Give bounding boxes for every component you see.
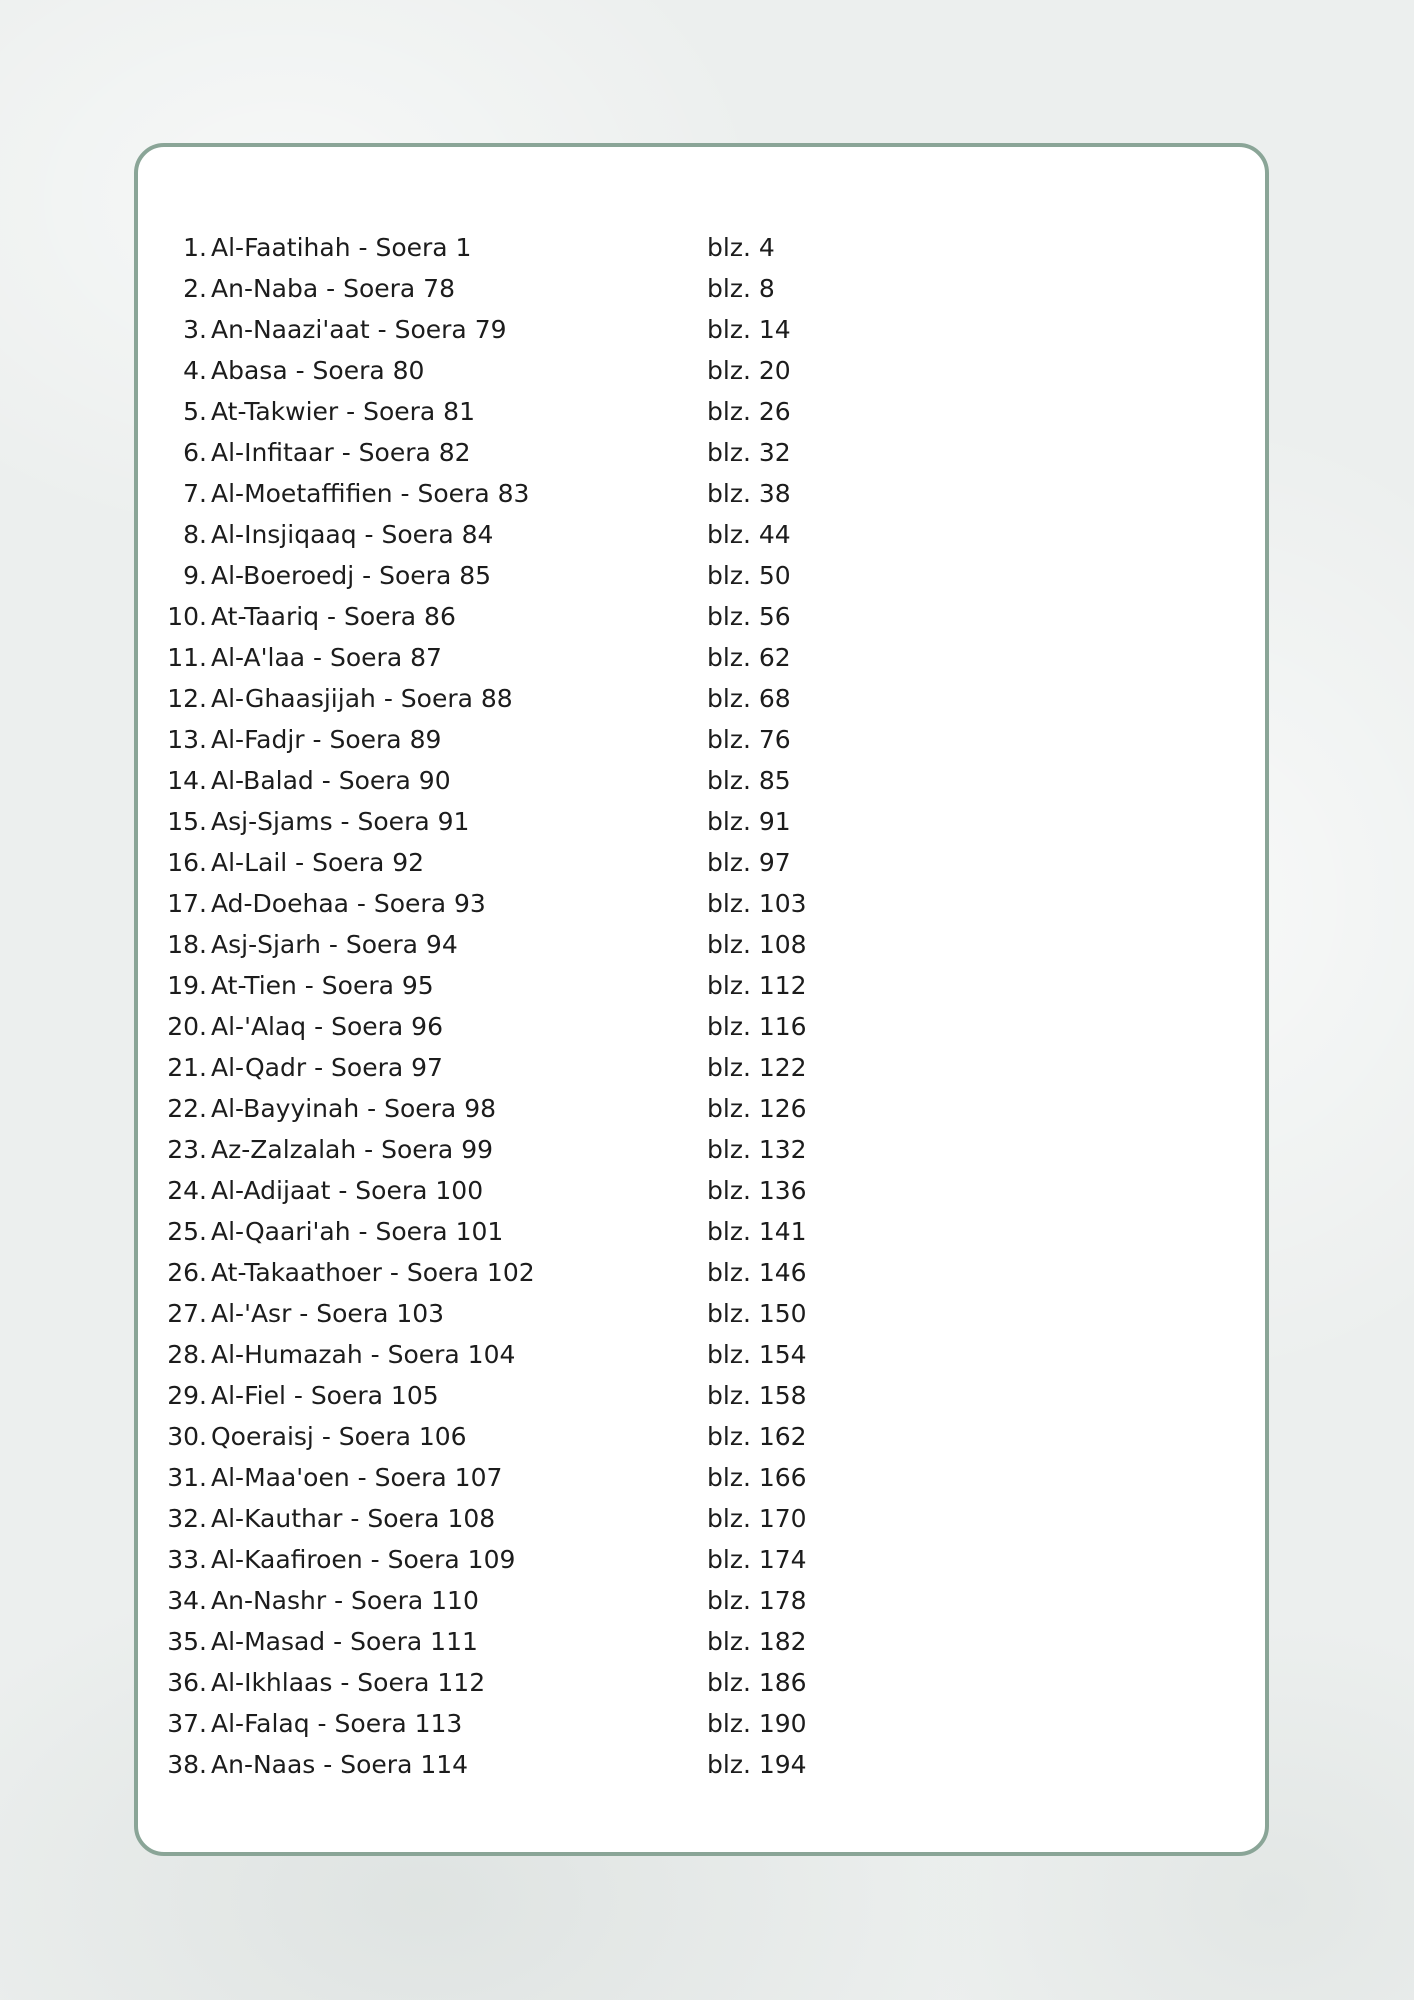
entry-number: 14. (167, 766, 207, 795)
toc-entry[interactable] (0, 1662, 1414, 1703)
toc-entry[interactable] (0, 227, 1414, 268)
entry-number: 6. (183, 438, 207, 467)
entry-page: blz. 26 (707, 397, 791, 426)
entry-page: blz. 186 (707, 1668, 807, 1697)
entry-page: blz. 116 (707, 1012, 807, 1041)
entry-page: blz. 141 (707, 1217, 807, 1246)
entry-page: blz. 122 (707, 1053, 807, 1082)
entry-title: Al-'Alaq - Soera 96 (211, 1012, 443, 1041)
entry-title: Al-Fiel - Soera 105 (211, 1381, 439, 1410)
entry-title: An-Naba - Soera 78 (211, 274, 455, 303)
entry-page: blz. 20 (707, 356, 791, 385)
entry-title: Al-Moetaffifien - Soera 83 (211, 479, 530, 508)
entry-title: An-Naazi'aat - Soera 79 (211, 315, 507, 344)
entry-page: blz. 154 (707, 1340, 807, 1369)
entry-title: Al-Falaq - Soera 113 (211, 1709, 463, 1738)
toc-entry[interactable] (0, 1744, 1414, 1785)
entry-page: blz. 190 (707, 1709, 807, 1738)
entry-number: 31. (167, 1463, 207, 1492)
entry-page: blz. 126 (707, 1094, 807, 1123)
entry-number: 13. (167, 725, 207, 754)
entry-title: Al-Ghaasjijah - Soera 88 (211, 684, 513, 713)
entry-page: blz. 8 (707, 274, 775, 303)
toc-entry[interactable] (0, 1129, 1414, 1170)
entry-number: 11. (167, 643, 207, 672)
entry-number: 1. (183, 233, 207, 262)
toc-entry[interactable] (0, 760, 1414, 801)
entry-title: Al-Fadjr - Soera 89 (211, 725, 442, 754)
entry-number: 18. (167, 930, 207, 959)
entry-number: 36. (167, 1668, 207, 1697)
entry-number: 17. (167, 889, 207, 918)
toc-entry[interactable] (0, 473, 1414, 514)
entry-number: 27. (167, 1299, 207, 1328)
toc-entry[interactable] (0, 1498, 1414, 1539)
entry-number: 33. (167, 1545, 207, 1574)
entry-title: Al-Faatihah - Soera 1 (211, 233, 472, 262)
entry-title: Al-Maa'oen - Soera 107 (211, 1463, 503, 1492)
entry-title: Asj-Sjarh - Soera 94 (211, 930, 458, 959)
entry-number: 26. (167, 1258, 207, 1287)
entry-page: blz. 166 (707, 1463, 807, 1492)
entry-title: Al-Qadr - Soera 97 (211, 1053, 443, 1082)
entry-title: Al-Ikhlaas - Soera 112 (211, 1668, 486, 1697)
entry-number: 9. (183, 561, 207, 590)
entry-title: Ad-Doehaa - Soera 93 (211, 889, 486, 918)
entry-title: Abasa - Soera 80 (211, 356, 425, 385)
entry-number: 12. (167, 684, 207, 713)
toc-entry[interactable] (0, 391, 1414, 432)
entry-page: blz. 76 (707, 725, 791, 754)
entry-number: 15. (167, 807, 207, 836)
entry-title: Asj-Sjams - Soera 91 (211, 807, 470, 836)
entry-page: blz. 178 (707, 1586, 807, 1615)
toc-entry[interactable] (0, 514, 1414, 555)
entry-page: blz. 136 (707, 1176, 807, 1205)
entry-title: Al-Humazah - Soera 104 (211, 1340, 516, 1369)
entry-title: Al-A'laa - Soera 87 (211, 643, 442, 672)
toc-entry[interactable] (0, 924, 1414, 965)
entry-title: Al-Boeroedj - Soera 85 (211, 561, 492, 590)
entry-title: Al-Lail - Soera 92 (211, 848, 425, 877)
entry-title: Al-Balad - Soera 90 (211, 766, 451, 795)
entry-number: 34. (167, 1586, 207, 1615)
entry-title: Qoeraisj - Soera 106 (211, 1422, 467, 1451)
entry-number: 19. (167, 971, 207, 1000)
entry-title: Az-Zalzalah - Soera 99 (211, 1135, 494, 1164)
toc-entry[interactable] (0, 1375, 1414, 1416)
entry-page: blz. 4 (707, 233, 775, 262)
toc-entry[interactable] (0, 1170, 1414, 1211)
toc-entry[interactable] (0, 596, 1414, 637)
toc-entry[interactable] (0, 801, 1414, 842)
entry-number: 5. (183, 397, 207, 426)
entry-title: At-Takaathoer - Soera 102 (211, 1258, 535, 1287)
entry-page: blz. 162 (707, 1422, 807, 1451)
entry-title: Al-Adijaat - Soera 100 (211, 1176, 484, 1205)
entry-title: Al-Bayyinah - Soera 98 (211, 1094, 497, 1123)
toc-entry[interactable] (0, 1621, 1414, 1662)
entry-title: Al-Qaari'ah - Soera 101 (211, 1217, 504, 1246)
entry-title: Al-Masad - Soera 111 (211, 1627, 478, 1656)
entry-page: blz. 14 (707, 315, 791, 344)
entry-title: Al-Infitaar - Soera 82 (211, 438, 471, 467)
entry-page: blz. 44 (707, 520, 791, 549)
toc-entry[interactable] (0, 1416, 1414, 1457)
toc-entry[interactable] (0, 1457, 1414, 1498)
toc-entry[interactable] (0, 965, 1414, 1006)
entry-number: 2. (183, 274, 207, 303)
entry-number: 29. (167, 1381, 207, 1410)
toc-entry[interactable] (0, 719, 1414, 760)
toc-entry[interactable] (0, 432, 1414, 473)
entry-number: 22. (167, 1094, 207, 1123)
entry-page: blz. 108 (707, 930, 807, 959)
entry-page: blz. 50 (707, 561, 791, 590)
entry-number: 32. (167, 1504, 207, 1533)
entry-number: 21. (167, 1053, 207, 1082)
entry-title: Al-Kauthar - Soera 108 (211, 1504, 496, 1533)
toc-entry[interactable] (0, 1088, 1414, 1129)
entry-title: Al-Insjiqaaq - Soera 84 (211, 520, 494, 549)
entry-title: Al-'Asr - Soera 103 (211, 1299, 445, 1328)
entry-number: 10. (167, 602, 207, 631)
toc-entry[interactable] (0, 1334, 1414, 1375)
entry-number: 25. (167, 1217, 207, 1246)
entry-page: blz. 91 (707, 807, 791, 836)
table-of-contents (0, 227, 1414, 1785)
entry-number: 35. (167, 1627, 207, 1656)
toc-entry[interactable] (0, 637, 1414, 678)
toc-entry[interactable] (0, 1703, 1414, 1744)
entry-page: blz. 97 (707, 848, 791, 877)
entry-page: blz. 158 (707, 1381, 807, 1410)
entry-number: 4. (183, 356, 207, 385)
entry-page: blz. 150 (707, 1299, 807, 1328)
entry-title: At-Taariq - Soera 86 (211, 602, 456, 631)
entry-page: blz. 112 (707, 971, 807, 1000)
entry-number: 16. (167, 848, 207, 877)
toc-entry[interactable] (0, 1211, 1414, 1252)
entry-page: blz. 146 (707, 1258, 807, 1287)
entry-number: 7. (183, 479, 207, 508)
entry-page: blz. 170 (707, 1504, 807, 1533)
entry-title: At-Takwier - Soera 81 (211, 397, 475, 426)
toc-entry[interactable] (0, 1047, 1414, 1088)
toc-entry[interactable] (0, 555, 1414, 596)
toc-entry[interactable] (0, 1580, 1414, 1621)
toc-entry[interactable] (0, 268, 1414, 309)
entry-number: 20. (167, 1012, 207, 1041)
entry-number: 28. (167, 1340, 207, 1369)
entry-page: blz. 85 (707, 766, 791, 795)
entry-number: 23. (167, 1135, 207, 1164)
entry-page: blz. 62 (707, 643, 791, 672)
toc-entry[interactable] (0, 1006, 1414, 1047)
entry-page: blz. 38 (707, 479, 791, 508)
entry-page: blz. 174 (707, 1545, 807, 1574)
entry-number: 30. (167, 1422, 207, 1451)
entry-number: 3. (183, 315, 207, 344)
toc-entry[interactable] (0, 1539, 1414, 1580)
entry-number: 24. (167, 1176, 207, 1205)
entry-page: blz. 32 (707, 438, 791, 467)
toc-entry[interactable] (0, 309, 1414, 350)
entry-page: blz. 103 (707, 889, 807, 918)
entry-number: 8. (183, 520, 207, 549)
entry-page: blz. 182 (707, 1627, 807, 1656)
entry-title: An-Nashr - Soera 110 (211, 1586, 479, 1615)
entry-title: At-Tien - Soera 95 (211, 971, 434, 1000)
entry-page: blz. 132 (707, 1135, 807, 1164)
entry-title: An-Naas - Soera 114 (211, 1750, 469, 1779)
entry-number: 37. (167, 1709, 207, 1738)
entry-title: Al-Kaafiroen - Soera 109 (211, 1545, 516, 1574)
toc-entry[interactable] (0, 678, 1414, 719)
entry-page: blz. 194 (707, 1750, 807, 1779)
toc-entry[interactable] (0, 1293, 1414, 1334)
entry-page: blz. 68 (707, 684, 791, 713)
toc-entry[interactable] (0, 350, 1414, 391)
toc-entry[interactable] (0, 883, 1414, 924)
entry-number: 38. (167, 1750, 207, 1779)
toc-entry[interactable] (0, 1252, 1414, 1293)
entry-page: blz. 56 (707, 602, 791, 631)
toc-entry[interactable] (0, 842, 1414, 883)
